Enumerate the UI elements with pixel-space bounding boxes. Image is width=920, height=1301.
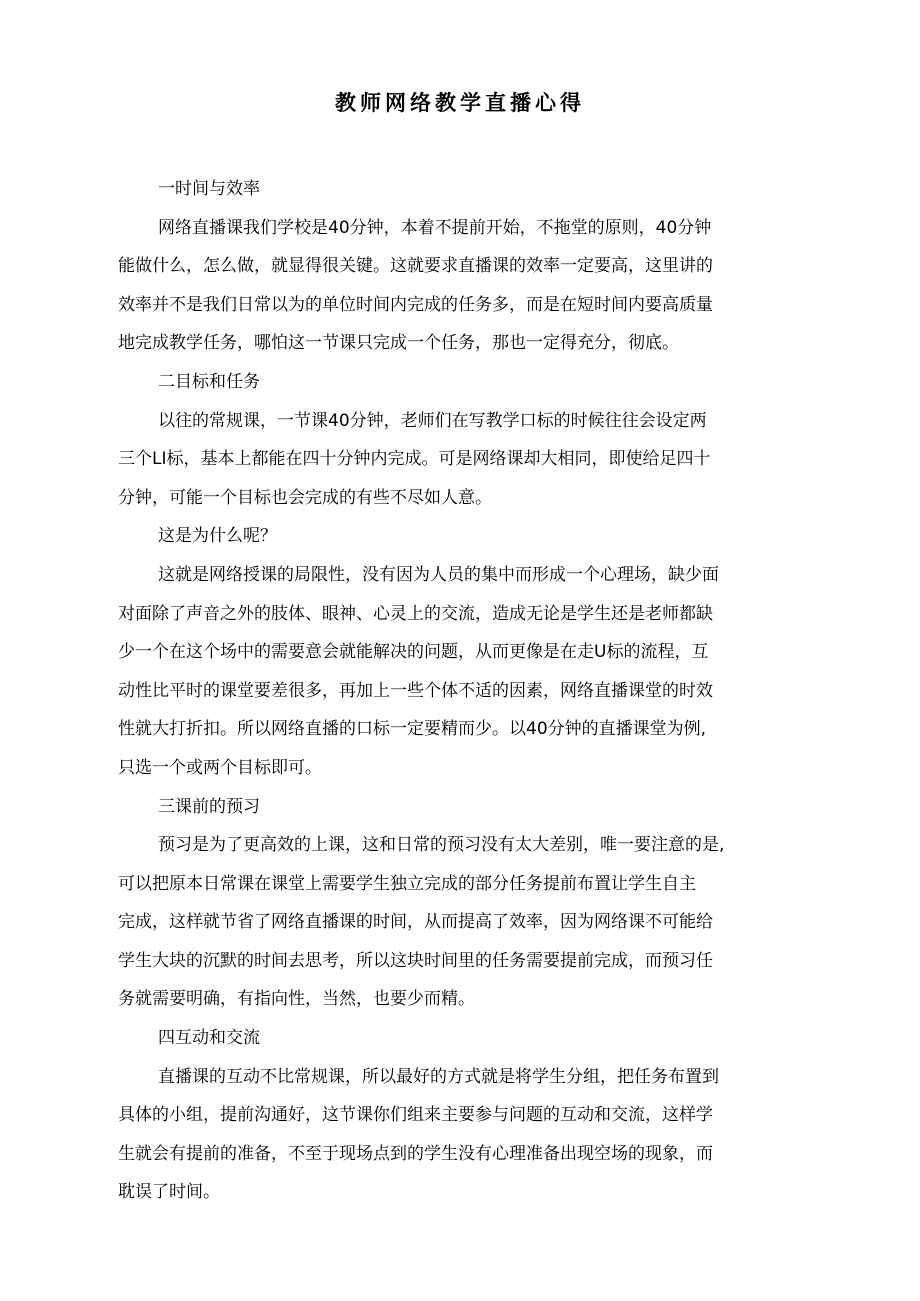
paragraph-line: 预习是为了更高效的上课，这和日常的预习没有太大差别，唯一要注意的是, <box>158 835 725 856</box>
paragraph-line: 地完成教学任务，哪怕这一节课只完成一个任务，那也一定得充分，彻底。 <box>118 333 679 354</box>
paragraph-line: 分钟，可能一个目标也会完成的有些不尽如人意。 <box>118 487 492 508</box>
paragraph-line: 这就是网络授课的局限性，没有因为人员的集中而形成一个心理场，缺少面 <box>158 564 719 585</box>
paragraph-line: 以往的常规课，一节课40分钟，老师们在写教学口标的时候往往会设定两 <box>158 410 707 431</box>
section-heading-time-efficiency: 一时间与效率 <box>158 179 260 199</box>
paragraph-line: 可以把原本日常课在课堂上需要学生独立完成的部分任务提前布置让学生自主 <box>118 873 696 894</box>
section-heading-interaction: 四互动和交流 <box>158 1028 260 1049</box>
document-body <box>118 170 780 1212</box>
document-title: 教师网络教学直播心得 <box>335 90 585 115</box>
paragraph-line: 生就会有提前的准备，不至于现场点到的学生没有心理准备出现空场的现象，而 <box>118 1143 713 1164</box>
section-heading-preview: 三课前的预习 <box>158 796 260 817</box>
paragraph-line: 只选一个或两个目标即可。 <box>118 757 322 778</box>
paragraph-line: 效率并不是我们日常以为的单位时间内完成的任务多，而是在短时间内要高质量 <box>118 294 713 315</box>
paragraph-line: 耽误了时间。 <box>118 1182 220 1203</box>
paragraph-line: 完成，这样就节省了网络直播课的时间，从而提高了效率，因为网络课不可能给 <box>118 912 713 933</box>
paragraph-line: 学生大块的沉默的时间去思考，所以这块时间里的任务需要提前完成，而预习任 <box>118 950 713 971</box>
paragraph-line: 具体的小组，提前沟通好，这节课你们组来主要参与问题的互动和交流，这样学 <box>118 1105 713 1126</box>
paragraph-line: 能做什么，怎么做，就显得很关键。这就要求直播课的效率一定要高，这里讲的 <box>118 256 713 277</box>
paragraph-line: 网络直播课我们学校是40分钟，本着不提前开始，不拖堂的原则，40分钟 <box>158 217 712 238</box>
paragraph-line: 务就需要明确，有指向性，当然，也要少而精。 <box>118 989 475 1010</box>
section-heading-goals-tasks: 二目标和任务 <box>158 371 260 392</box>
paragraph-line: 直播课的互动不比常规课，所以最好的方式就是将学生分组，把任务布置到 <box>158 1066 719 1087</box>
paragraph-line: 对面除了声音之外的肢体、眼神、心灵上的交流，造成无论是学生还是老师都缺 <box>118 603 713 624</box>
paragraph-line: 动性比平时的课堂要差很多，再加上一些个体不适的因素，网络直播课堂的时效 <box>118 680 713 701</box>
paragraph-line: 少一个在这个场中的需要意会就能解决的问题，从而更像是在走U标的流程，互 <box>118 642 709 663</box>
paragraph-line: 三个LI标，基本上都能在四十分钟内完成。可是网络课却大相同，即使给足四十 <box>118 449 711 470</box>
paragraph-line-question: 这是为什么呢？ <box>158 526 277 547</box>
paragraph-line: 性就大打折扣。所以网络直播的口标一定要精而少。以40分钟的直播课堂为例, <box>118 719 707 740</box>
